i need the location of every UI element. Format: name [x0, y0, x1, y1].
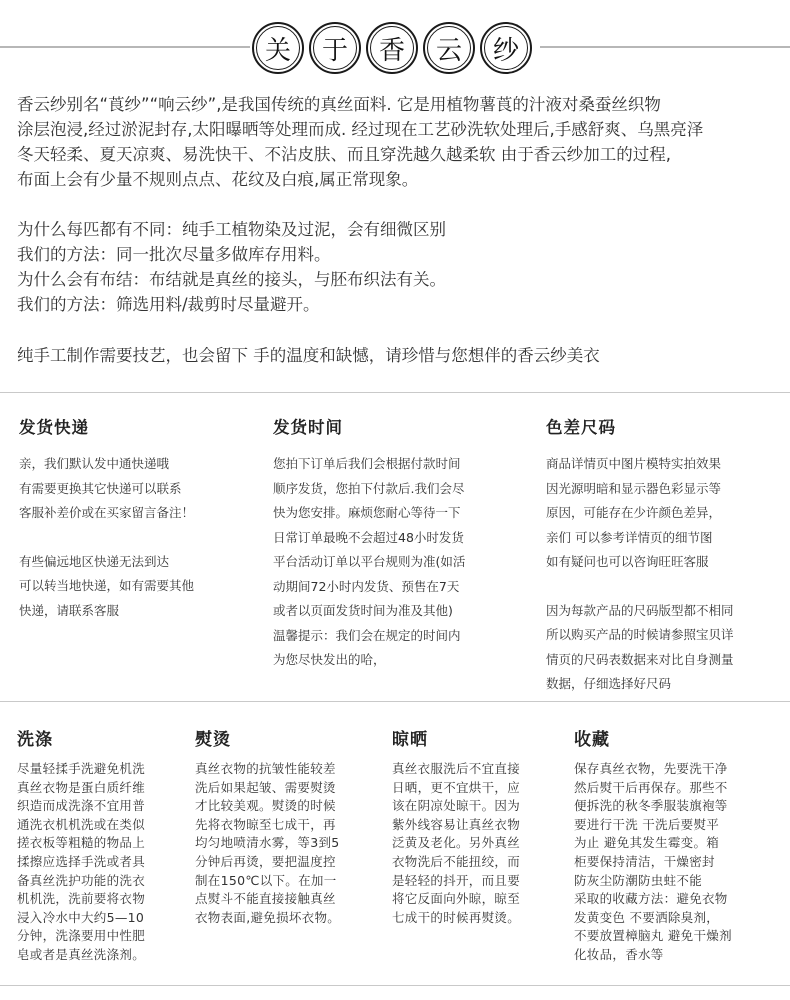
text-line: 日常订单最晚不会超过48小时发货: [273, 529, 464, 545]
text-line: 搓衣板等粗糙的物品上: [17, 835, 146, 851]
text-line: 浸入冷水中大约5—10: [17, 909, 145, 925]
text-line: 机机洗，洗前要将衣物: [17, 891, 146, 907]
text-line: 衣物洗后不能扭绞，而: [392, 853, 521, 869]
text-line: 紫外线容易让真丝衣物: [392, 816, 521, 832]
text-line: 采取的收藏方法：避免衣物: [574, 891, 728, 907]
text-line: 日晒，更不宜烘干，应: [392, 779, 521, 795]
text-line: 快递，请联系客服: [19, 602, 120, 618]
title-char: 纱: [484, 26, 528, 70]
intro-line: 香云纱别名“莨纱”“响云纱”,是我国传统的真丝面料. 它是用植物薯莨的汁液对桑蚕丝织物: [17, 95, 661, 114]
intro-line: 冬天轻柔、夏天凉爽、易洗快干、不沾皮肤、而且穿洗越久越柔软 由于香云纱加工的过程,: [17, 145, 671, 164]
text-line: 原因，可能存在少许颜色差异，: [546, 505, 722, 520]
text-line: 分钟，洗涤要用中性肥: [17, 928, 146, 944]
text-line: 动期间72小时内发货、预售在7天: [273, 578, 460, 594]
title-char: 香: [370, 26, 414, 70]
text-line: 如有疑问也可以咨询旺旺客服: [546, 554, 709, 569]
text-line: 快为您安排。麻烦您耐心等待一下: [273, 505, 461, 520]
text-line: 发黄变色 不要洒除臭剂，: [574, 909, 720, 925]
text-line: 因为每款产品的尺码版型都不相同: [546, 602, 734, 618]
text-line: 备真丝洗护功能的洗衣: [17, 872, 146, 888]
text-line: 亲们 可以参考详情页的细节图: [546, 529, 713, 545]
washing-title: 洗涤: [17, 730, 53, 750]
faq-block: [17, 217, 777, 317]
text-line: 因光源明暗和显示器色彩显示等: [546, 480, 722, 496]
title-seal-1: [252, 22, 304, 74]
text-line: 真丝衣物的抗皱性能较差: [195, 761, 336, 776]
color-size-column: [546, 414, 786, 697]
text-line: 保存真丝衣物，先要洗干净: [574, 761, 728, 776]
drying-column: [392, 725, 552, 927]
text-line: 便拆洗的秋冬季服装旗袍等: [574, 798, 728, 814]
washing-column: [17, 725, 175, 965]
text-line: 化妆品，香水等: [574, 946, 664, 962]
ironing-title: 熨烫: [195, 730, 231, 750]
text-line: 为您尽快发出的哈，: [273, 652, 386, 667]
text-line: 数据，仔细选择好尺码: [546, 676, 672, 691]
shipping-title: 发货快递: [19, 418, 89, 437]
faq-line: 为什么会有布结：布结就是真丝的接头，与胚布织法有关。: [17, 270, 446, 289]
divider: [0, 701, 790, 702]
text-line: 或者以页面发货时间为准及其他): [273, 603, 453, 618]
ironing-column: [195, 725, 367, 927]
intro-line: 涂层泡浸,经过淤泥封存,太阳曝晒等处理而成. 经过现在工艺砂洗软处理后,手感舒爽、乌黑亮泽: [17, 120, 704, 139]
divider: [0, 392, 790, 393]
text-line: 七成干的时候再熨烫。: [392, 909, 521, 925]
text-line: 温馨提示：我们会在规定的时间内: [273, 627, 461, 643]
text-line: 真丝衣服洗后不宜直接: [392, 761, 521, 776]
title-char: 于: [313, 26, 357, 70]
title-rule-left: [0, 46, 250, 48]
text-line: 衣物表面,避免损坏衣物。: [195, 909, 341, 925]
intro-paragraph: [17, 92, 777, 192]
text-line: 皂或者是真丝洗涤剂。: [17, 946, 146, 962]
intro-line: 布面上会有少量不规则点点、花纹及白痕,属正常现象。: [17, 170, 419, 189]
text-line: 是轻轻的抖开，而且要: [392, 872, 521, 888]
text-line: 要进行干洗 干洗后要熨平: [574, 816, 720, 832]
text-line: 顺序发货，您拍下付款后.我们会尽: [273, 480, 465, 496]
text-line: 揉擦应选择手洗或者具: [17, 853, 146, 869]
text-line: 尽量轻揉手洗避免机洗: [17, 761, 146, 776]
divider: [0, 985, 790, 986]
text-line: 有需要更换其它快递可以联系: [19, 480, 182, 496]
text-line: 可以转当地快递，如有需要其他: [19, 578, 195, 593]
storage-column: [574, 725, 784, 965]
text-line: 情页的尺码表数据来对比自身测量: [546, 651, 734, 667]
title-seal-5: [480, 22, 532, 74]
title-char: 关: [256, 26, 300, 70]
text-line: 该在阴凉处晾干。因为: [392, 798, 521, 814]
title-seal-2: [309, 22, 361, 74]
text-line: 先将衣物晾至七成干，再: [195, 816, 336, 832]
text-line: 织造而成洗涤不宜用普: [17, 798, 146, 814]
closing-statement: 纯手工制作需要技艺，也会留下 手的温度和缺憾，请珍惜与您想伴的香云纱美衣: [17, 346, 600, 365]
text-line: 客服补差价或在买家留言备注！: [19, 505, 195, 520]
text-line: 亲，我们默认发中通快递哦: [19, 456, 170, 471]
title-seal-4: [423, 22, 475, 74]
text-line: 制在150℃以下。在加一: [195, 872, 337, 888]
text-line: 您拍下订单后我们会根据付款时间: [273, 456, 461, 471]
text-line: 将它反面向外晾，晾至: [392, 891, 521, 907]
text-line: 平台活动订单以平台规则为准(如活: [273, 554, 466, 569]
title-rule-right: [540, 46, 790, 48]
section-title: [0, 6, 790, 76]
text-line: 真丝衣物是蛋白质纤维: [17, 779, 146, 795]
delivery-time-column: [273, 414, 518, 673]
text-line: 有些偏远地区快递无法到达: [19, 553, 170, 569]
title-char: 云: [427, 26, 471, 70]
faq-line: 我们的方法：同一批次尽量多做库存用料。: [17, 245, 331, 264]
faq-line: 我们的方法：筛选用料/裁剪时尽量避开。: [17, 295, 320, 314]
text-line: 防灰尘防潮防虫蛀不能: [574, 872, 703, 888]
text-line: 柜要保持清洁，干燥密封: [574, 853, 715, 869]
text-line: 才比较美观。熨烫的时候: [195, 798, 336, 814]
text-line: 所以购买产品的时候请参照宝贝详: [546, 627, 734, 642]
text-line: 点熨斗不能直接接触真丝: [195, 891, 336, 907]
shipping-column: [19, 414, 259, 623]
text-line: 分钟后再烫，要把温度控: [195, 853, 336, 869]
text-line: 不要放置樟脑丸 避免干燥剂: [574, 928, 732, 944]
text-line: 通洗衣机机洗或在类似: [17, 816, 146, 832]
delivery-time-title: 发货时间: [273, 418, 343, 437]
drying-title: 晾晒: [392, 730, 428, 750]
color-size-title: 色差尺码: [546, 418, 616, 437]
text-line: 洗后如果起皱、需要熨烫: [195, 779, 336, 795]
text-line: 泛黄及老化。另外真丝: [392, 835, 521, 851]
text-line: 商品详情页中图片模特实拍效果: [546, 456, 722, 471]
text-line: 均匀地喷清水雾，等3到5: [195, 835, 340, 851]
storage-title: 收藏: [574, 730, 610, 750]
title-seal-3: [366, 22, 418, 74]
text-line: 然后熨干后再保存。那些不: [574, 779, 728, 795]
text-line: 为止 避免其发生霉变。箱: [574, 835, 720, 851]
faq-line: 为什么每匹都有不同：纯手工植物染及过泥，会有细微区别: [17, 220, 446, 239]
